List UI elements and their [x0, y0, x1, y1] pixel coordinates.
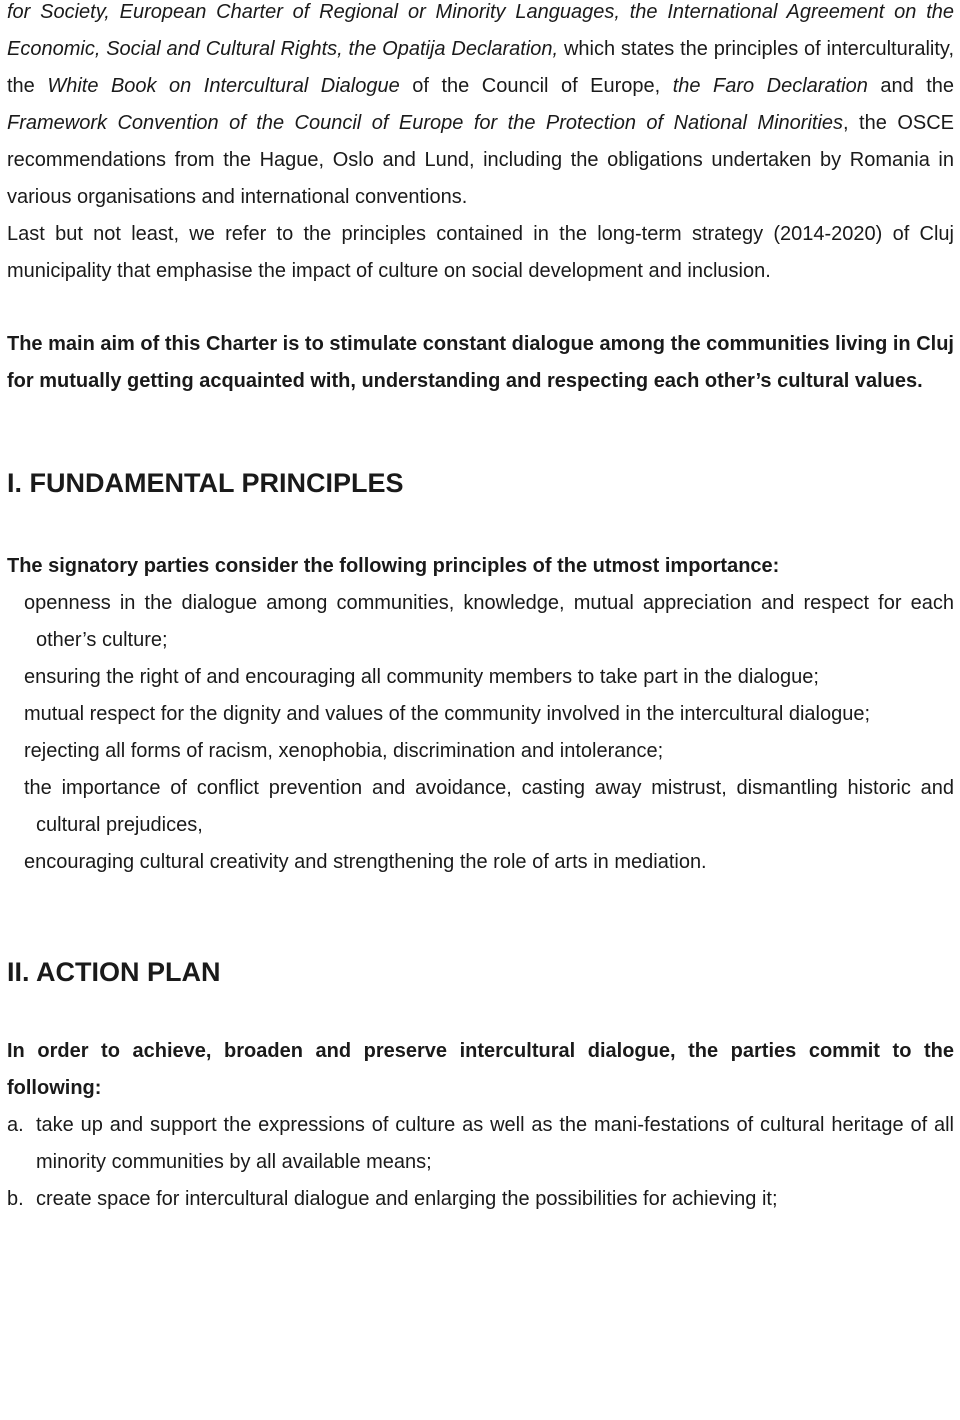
action-item-text: take up and support the expressions of culture as well as the mani-festations of cultural heritage of all minority communities by all available means; — [36, 1114, 954, 1173]
principles-list — [7, 585, 954, 881]
principle-item: ensuring the right of and encouraging all community members to take part in the dialogue; — [24, 666, 819, 688]
principles-lead: The signatory parties consider the following principles of the utmost importance: — [7, 555, 780, 577]
principle-item: encouraging cultural creativity and strengthening the role of arts in mediation. — [24, 851, 707, 873]
action-item — [7, 1107, 954, 1181]
section-heading-action-plan: II. ACTION PLAN — [7, 957, 221, 987]
paragraph-text: and the — [867, 75, 955, 97]
action-item-marker: a. — [7, 1114, 24, 1136]
charter-aim-paragraph: The main aim of this Charter is to stimulate constant dialogue among the communities living in Cluj for mutually getting acquainted with, understanding and respecting each other’s cultural values. — [7, 333, 954, 392]
paragraph-text: of the Council of Europe, — [399, 75, 673, 97]
paragraph-text: which states the principles of interculturality, the — [7, 38, 955, 97]
action-item-text: create space for intercultural dialogue and enlarging the possibilities for achieving it; — [36, 1188, 778, 1210]
principle-item: rejecting all forms of racism, xenophobia, discrimination and intolerance; — [24, 740, 664, 762]
intro-paragraph-references — [7, 0, 954, 216]
italic-reference-text: White Book on Intercultural Dialogue — [47, 75, 400, 97]
principle-item: openness in the dialogue among communities, knowledge, mutual appreciation and respect for each other’s culture; — [24, 592, 954, 651]
principle-item: mutual respect for the dignity and values of the community involved in the intercultural dialogue; — [24, 703, 871, 725]
action-plan-list — [7, 1107, 954, 1218]
intro-section — [7, 0, 954, 290]
principle-item: the importance of conflict prevention and avoidance, casting away mistrust, dismantling historic and cultural prejudices, — [24, 777, 954, 836]
italic-reference-text: the Faro Declaration — [672, 75, 868, 97]
action-item-marker: b. — [7, 1188, 24, 1210]
intro-paragraph-strategy: Last but not least, we refer to the principles contained in the long-term strategy (2014-2020) of Cluj municipality that emphasise the impact of culture on social development and inclusion. — [7, 223, 954, 282]
italic-reference-text: the Opatija Declaration, — [348, 38, 559, 60]
section-heading-fundamental-principles: I. FUNDAMENTAL PRINCIPLES — [7, 468, 404, 498]
italic-reference-text: Framework Convention of the Council of Europe for the Protection of National Minorities — [7, 112, 844, 134]
action-item — [7, 1181, 954, 1218]
paragraph-text: , the OSCE recommendations from the Hague, Oslo and Lund, including the obligations undertaken by Romania in various organisations and international conventions. — [7, 112, 954, 208]
italic-reference-text: for Society, European Charter of Regional or Minority Languages, the International Agreement on the Economic, Social and Cultural Rights, — [7, 1, 954, 60]
document-page — [7, 0, 954, 1218]
action-plan-lead: In order to achieve, broaden and preserve intercultural dialogue, the parties commit to the following: — [7, 1040, 954, 1099]
